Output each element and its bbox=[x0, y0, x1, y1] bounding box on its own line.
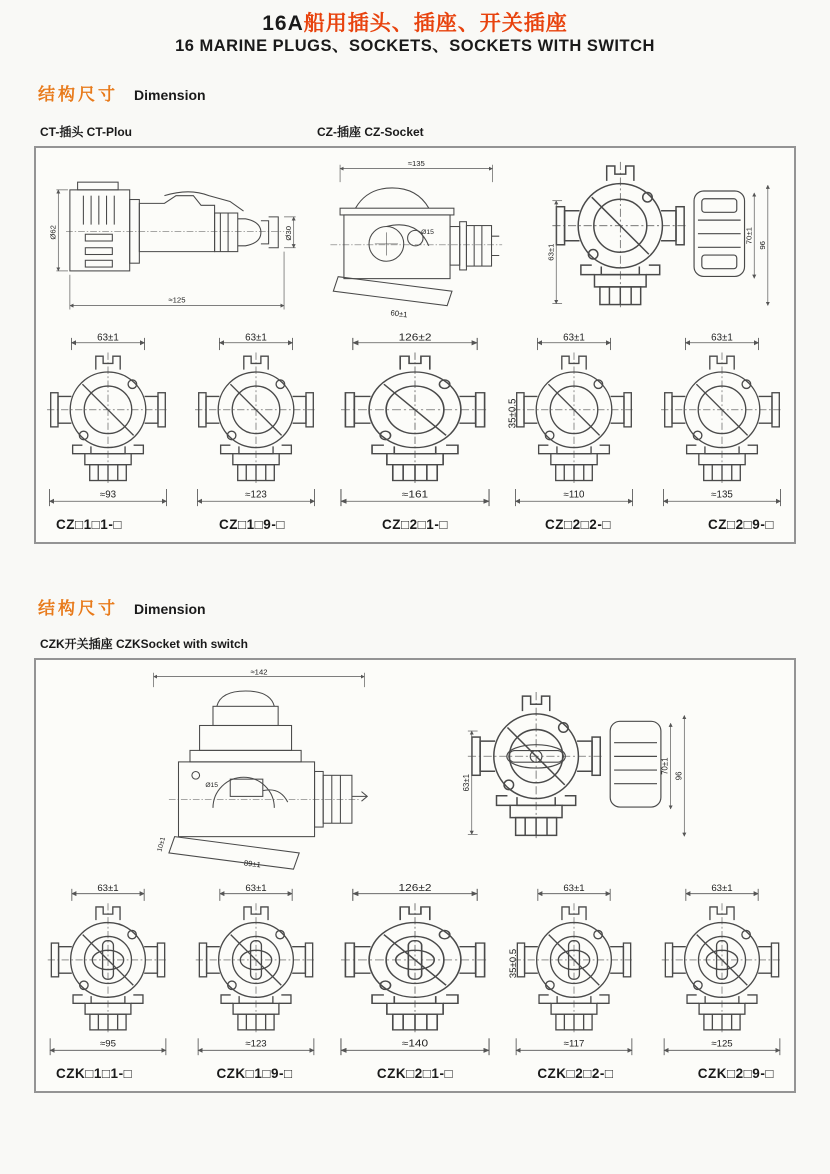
cz-model-row bbox=[42, 511, 788, 540]
dimension-label: 35±0.5 bbox=[508, 948, 520, 979]
czk-variant-3-drawing bbox=[338, 884, 492, 1060]
dimension-label: Ø62 bbox=[48, 225, 58, 240]
cz-socket-front-drawing bbox=[546, 158, 780, 323]
dimension-label: ≈125 bbox=[168, 295, 186, 305]
dimension-label: 10±1 bbox=[155, 836, 167, 853]
czk-drawings-panel bbox=[34, 658, 796, 1093]
model-label: CZK□1□9-□ bbox=[216, 1066, 293, 1082]
dimension-label: Ø15 bbox=[204, 781, 218, 789]
section2-heading bbox=[38, 594, 796, 619]
dimension-label: 63±1 bbox=[97, 332, 119, 344]
dimension-label: 63±1 bbox=[563, 332, 585, 344]
czk-side-views-row bbox=[42, 664, 788, 874]
section2-heading-cn: 结构尺寸 bbox=[38, 599, 118, 619]
model-label: CZ□2□9-□ bbox=[708, 517, 774, 533]
dimension-label: ≈161 bbox=[401, 489, 429, 501]
model-label: CZK□2□9-□ bbox=[697, 1066, 774, 1082]
dimension-label: 63±1 bbox=[546, 243, 556, 261]
dimension-label: ≈95 bbox=[100, 1038, 116, 1050]
cz-variant-4-drawing bbox=[508, 333, 640, 511]
czk-model-row bbox=[42, 1060, 788, 1089]
model-label: CZ□1□1-□ bbox=[56, 517, 122, 533]
model-label: CZK□1□1-□ bbox=[56, 1066, 133, 1082]
title-chinese: 船用插头、插座、开关插座 bbox=[303, 12, 568, 35]
dimension-label: 70±1 bbox=[744, 227, 754, 245]
dimension-label: ≈135 bbox=[711, 489, 733, 501]
dimension-label: ≈125 bbox=[711, 1038, 733, 1050]
cz-variants-row bbox=[42, 323, 788, 511]
cz-variant-5-drawing bbox=[656, 333, 788, 511]
dimension-label: 96 bbox=[757, 241, 767, 250]
cz-socket-side-drawing bbox=[322, 159, 526, 323]
dimension-label: 35±0.5 bbox=[507, 398, 519, 429]
dimension-label: 63±1 bbox=[461, 774, 471, 792]
czk-variant-5-drawing bbox=[656, 884, 788, 1060]
model-label: CZ□2□2-□ bbox=[545, 517, 611, 533]
section1-heading-en: Dimension bbox=[134, 87, 206, 104]
page-title bbox=[34, 12, 796, 36]
dimension-label: 126±2 bbox=[398, 332, 432, 344]
dimension-label: 63±1 bbox=[711, 883, 733, 895]
model-label: CZK□2□2-□ bbox=[537, 1066, 614, 1082]
czk-side-drawing bbox=[135, 668, 382, 874]
section2-heading-en: Dimension bbox=[134, 601, 206, 618]
page-header bbox=[34, 12, 796, 56]
czk-front-drawing bbox=[462, 686, 696, 856]
dimension-label: ≈142 bbox=[249, 667, 267, 677]
dimension-label: 63±1 bbox=[245, 332, 267, 344]
dimension-label: Ø30 bbox=[283, 226, 293, 241]
dimension-label: 89±1 bbox=[242, 858, 261, 870]
czk-variant-2-drawing bbox=[190, 884, 322, 1060]
cz-socket-label: CZ-插座 CZ-Socket bbox=[317, 125, 424, 140]
cz-variant-3-drawing bbox=[338, 333, 492, 511]
dimension-label: ≈93 bbox=[99, 489, 117, 501]
model-label: CZ□2□1-□ bbox=[382, 517, 448, 533]
dimension-label: ≈110 bbox=[563, 489, 585, 501]
czk-variant-4-drawing bbox=[508, 884, 640, 1060]
dimension-label: Ø15 bbox=[421, 229, 434, 237]
section1-drawing-labels bbox=[40, 123, 796, 140]
cz-side-views-row bbox=[42, 152, 788, 323]
dimension-label: 63±1 bbox=[245, 883, 267, 895]
dimension-label: 63±1 bbox=[711, 332, 733, 344]
section1-heading bbox=[38, 80, 796, 105]
dimension-label: 96 bbox=[673, 771, 683, 781]
model-label: CZK□2□1-□ bbox=[376, 1066, 454, 1082]
ct-plug-side-drawing bbox=[50, 159, 302, 323]
dimension-label: ≈117 bbox=[563, 1038, 585, 1050]
dimension-label: 63±1 bbox=[563, 883, 585, 895]
page-subtitle: 16 MARINE PLUGS、SOCKETS、SOCKETS WITH SWITCH bbox=[175, 37, 655, 56]
dimension-label: 60±1 bbox=[389, 308, 409, 320]
cz-drawings-panel bbox=[34, 146, 796, 544]
ct-plug-label: CT-插头 CT-Plou bbox=[40, 125, 132, 140]
cz-variant-1-drawing bbox=[42, 333, 174, 511]
dimension-label: ≈123 bbox=[245, 489, 267, 501]
czk-socket-label: CZK开关插座 CZKSocket with switch bbox=[40, 637, 249, 652]
dimension-label: 70±1 bbox=[660, 757, 670, 775]
dimension-label: ≈140 bbox=[401, 1038, 429, 1050]
dimension-label: ≈135 bbox=[407, 158, 425, 168]
section1-heading-cn: 结构尺寸 bbox=[38, 85, 118, 105]
dimension-label: ≈123 bbox=[245, 1038, 267, 1050]
czk-variant-1-drawing bbox=[42, 884, 174, 1060]
czk-variants-row bbox=[42, 874, 788, 1060]
cz-variant-2-drawing bbox=[190, 333, 322, 511]
dimension-label: 126±2 bbox=[398, 883, 432, 895]
title-rating: 16A bbox=[262, 12, 304, 35]
dimension-label: 63±1 bbox=[97, 883, 119, 895]
model-label: CZ□1□9-□ bbox=[219, 517, 285, 533]
